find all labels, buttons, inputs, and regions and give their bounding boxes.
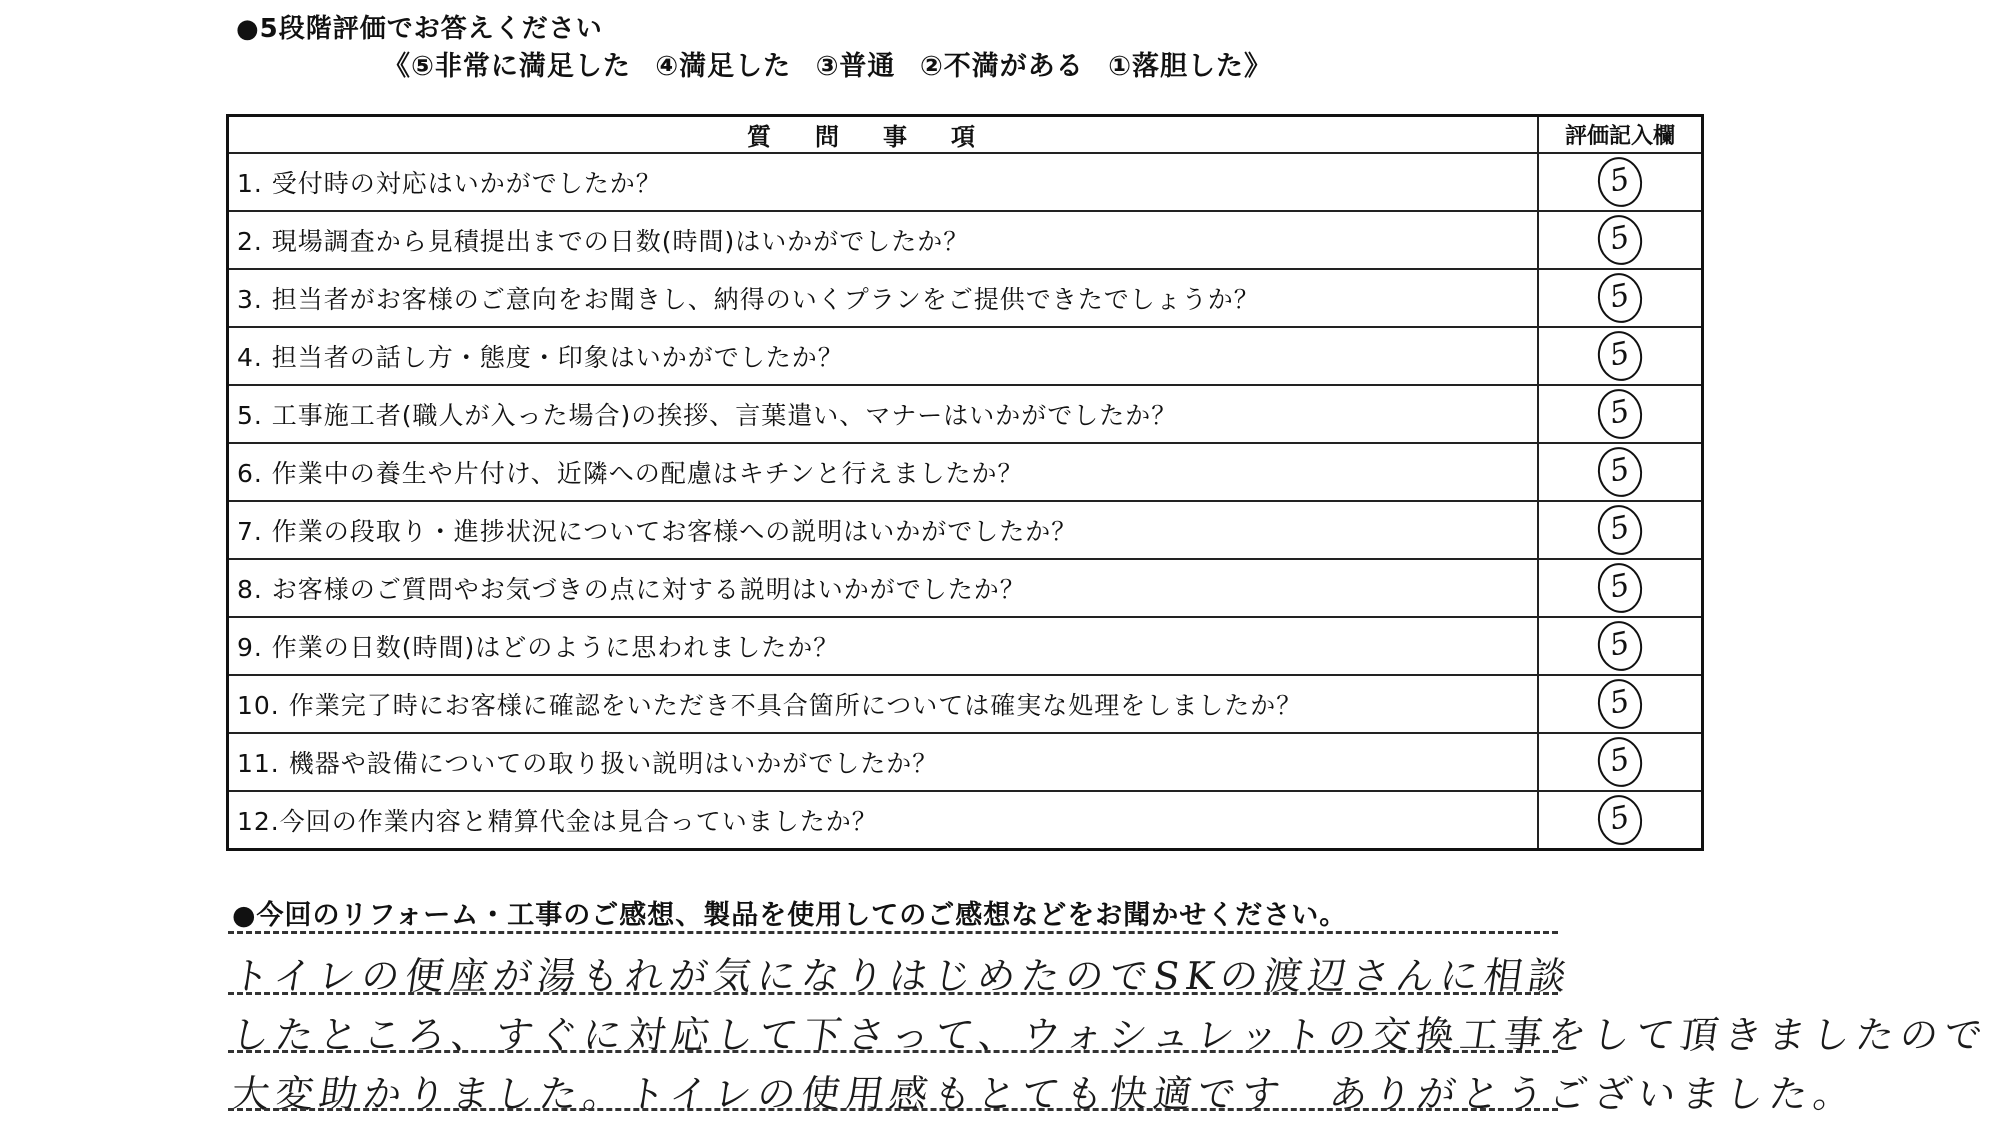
- table-row: [228, 501, 1703, 559]
- survey-table: [226, 114, 1704, 851]
- question-text: 8. お客様のご質問やお気づきの点に対する説明はいかがでしたか？: [228, 559, 1539, 617]
- rating-cell[interactable]: [1538, 327, 1703, 385]
- table-row: [228, 385, 1703, 443]
- rating-instruction-title: ●5段階評価でお答えください: [236, 14, 603, 44]
- table-row: [228, 617, 1703, 675]
- rating-column-header: 評価記入欄: [1538, 116, 1703, 154]
- question-text: 5. 工事施工者(職人が入った場合)の挨拶、言葉遣い、マナーはいかがでしたか？: [228, 385, 1539, 443]
- circled-rating: 5: [1593, 733, 1646, 791]
- rating-cell[interactable]: [1538, 501, 1703, 559]
- comments-heading: ●今回のリフォーム・工事のご感想、製品を使用してのご感想などをお聞かせください。: [232, 900, 1348, 931]
- rating-cell[interactable]: [1538, 443, 1703, 501]
- circled-rating: 5: [1593, 269, 1646, 327]
- rating-cell[interactable]: [1538, 675, 1703, 733]
- circled-rating: 5: [1593, 675, 1646, 733]
- rating-scale-legend: [383, 44, 1286, 83]
- question-text: 3. 担当者がお客様のご意向をお聞きし、納得のいくプランをご提供できたでしょうか？: [228, 269, 1539, 327]
- circled-rating: 5: [1593, 443, 1646, 501]
- question-text: 11. 機器や設備についての取り扱い説明はいかがでしたか？: [228, 733, 1539, 791]
- table-row: [228, 675, 1703, 733]
- question-column-header: 質問事項: [228, 116, 1539, 154]
- question-text: 10. 作業完了時にお客様に確認をいただき不具合箇所については確実な処理をしましたか？: [228, 675, 1539, 733]
- scale-1: ①落胆した》: [1108, 51, 1272, 82]
- dashed-divider: [228, 1050, 1558, 1053]
- rating-cell[interactable]: [1538, 733, 1703, 791]
- question-text: 2. 現場調査から見積提出までの日数(時間)はいかがでしたか？: [228, 211, 1539, 269]
- table-header-row: [228, 116, 1703, 154]
- rating-cell[interactable]: [1538, 385, 1703, 443]
- handwritten-comment-line: したところ、すぐに対応して下さって、ウォシュレットの交換工事をして頂きましたので: [228, 1013, 1992, 1057]
- handwritten-comment-line: トイレの便座が湯もれが気になりはじめたのでSKの渡辺さんに相談: [228, 954, 1576, 998]
- rating-cell[interactable]: [1538, 153, 1703, 211]
- question-text: 1. 受付時の対応はいかがでしたか？: [228, 153, 1539, 211]
- table-row: [228, 443, 1703, 501]
- rating-cell[interactable]: [1538, 211, 1703, 269]
- question-text: 12.今回の作業内容と精算代金は見合っていましたか？: [228, 791, 1539, 850]
- dashed-divider: [228, 1108, 1558, 1111]
- circled-rating: 5: [1593, 385, 1646, 443]
- circled-rating: 5: [1593, 211, 1646, 269]
- circled-rating: 5: [1593, 327, 1646, 385]
- table-row: [228, 791, 1703, 850]
- table-row: [228, 559, 1703, 617]
- scale-2: ②不満がある: [919, 51, 1084, 82]
- dashed-divider: [228, 931, 1558, 934]
- rating-cell[interactable]: [1538, 791, 1703, 850]
- table-row: [228, 269, 1703, 327]
- question-text: 7. 作業の段取り・進捗状況についてお客様への説明はいかがでしたか？: [228, 501, 1539, 559]
- handwritten-comment-line: 大変助かりました。トイレの使用感もとても快適です ありがとうございました。: [228, 1072, 1861, 1116]
- table-row: [228, 733, 1703, 791]
- circled-rating: 5: [1593, 153, 1646, 211]
- rating-cell[interactable]: [1538, 269, 1703, 327]
- circled-rating: 5: [1593, 617, 1646, 675]
- scale-3: ③普通: [815, 51, 896, 82]
- table-row: [228, 153, 1703, 211]
- table-row: [228, 327, 1703, 385]
- circled-rating: 5: [1593, 501, 1646, 559]
- rating-cell[interactable]: [1538, 559, 1703, 617]
- question-text: 6. 作業中の養生や片付け、近隣への配慮はキチンと行えましたか？: [228, 443, 1539, 501]
- rating-cell[interactable]: [1538, 617, 1703, 675]
- scale-5: 《⑤非常に満足した: [383, 51, 631, 82]
- question-text: 4. 担当者の話し方・態度・印象はいかがでしたか？: [228, 327, 1539, 385]
- question-text: 9. 作業の日数(時間)はどのように思われましたか？: [228, 617, 1539, 675]
- circled-rating: 5: [1593, 559, 1646, 617]
- table-row: [228, 211, 1703, 269]
- scale-4: ④満足した: [655, 51, 792, 82]
- dashed-divider: [228, 992, 1558, 995]
- circled-rating: 5: [1593, 791, 1646, 849]
